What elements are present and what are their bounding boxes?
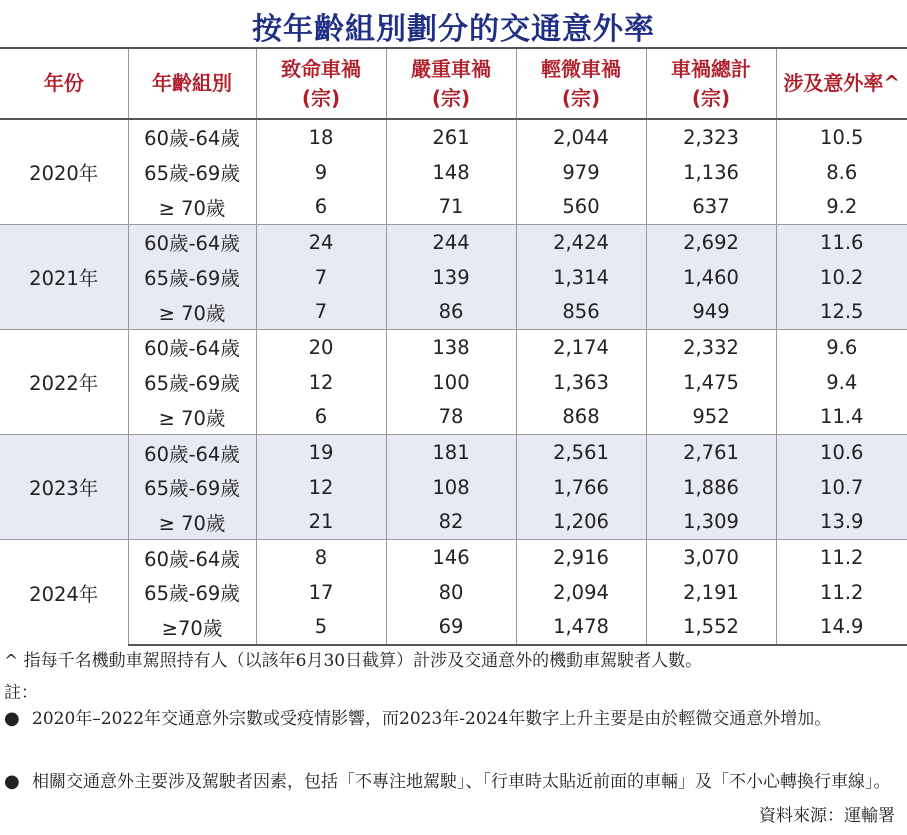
table-row	[0, 189, 907, 224]
slight-cell: 868	[516, 400, 646, 435]
table-row	[0, 119, 907, 155]
table-row	[0, 155, 907, 190]
data-source: 資料來源：運輸署	[759, 806, 895, 826]
total-cell: 637	[646, 189, 776, 224]
serious-cell: 139	[386, 260, 516, 295]
slight-cell: 856	[516, 294, 646, 329]
slight-cell: 1,363	[516, 365, 646, 400]
column-header-unit: (宗)	[431, 85, 471, 110]
rate-cell: 11.6	[776, 225, 907, 260]
year-cell: 2021年	[0, 225, 128, 330]
table-row	[0, 225, 907, 260]
year-cell: 2020年	[0, 119, 128, 225]
slight-cell: 1,206	[516, 505, 646, 540]
fatal-cell: 12	[256, 470, 386, 505]
column-header	[776, 48, 907, 119]
total-cell: 2,191	[646, 575, 776, 610]
fatal-cell: 19	[256, 435, 386, 470]
rate-cell: 10.7	[776, 470, 907, 505]
rate-cell: 8.6	[826, 160, 858, 184]
total-cell: 1,460	[646, 260, 776, 295]
serious-cell: 148	[386, 155, 516, 190]
total-cell: 1,309	[646, 505, 776, 540]
serious-cell: 100	[386, 365, 516, 400]
serious-cell: 78	[386, 400, 516, 435]
slight-cell: 2,044	[516, 119, 646, 155]
column-header	[516, 48, 646, 119]
table-row	[0, 260, 907, 295]
slight-cell: 2,561	[516, 435, 646, 470]
bullet-1-icon: ●	[4, 708, 20, 729]
column-header	[0, 48, 128, 119]
serious-cell: 146	[386, 540, 516, 575]
note-2: 相關交通意外主要涉及駕駛者因素，包括「不專注地駕駛」、「行車時太貼近前面的車輛」及「不小心轉換行車線」。	[32, 772, 891, 792]
total-cell: 2,761	[646, 435, 776, 470]
table-row	[0, 540, 907, 575]
accident-rate-table	[0, 47, 907, 646]
fatal-cell: 20	[256, 330, 386, 365]
table-row	[0, 470, 907, 505]
rate-cell: 12.5	[776, 294, 907, 329]
age-group-cell: 60歲-64歲	[128, 540, 256, 575]
total-cell: 952	[646, 400, 776, 435]
year-cell: 2022年	[0, 330, 128, 435]
year-cell: 2024年	[0, 540, 128, 646]
fatal-cell: 24	[256, 225, 386, 260]
total-cell: 1,136	[646, 155, 776, 190]
age-group-cell: ≥ 70歲	[128, 400, 256, 435]
age-group-cell: 65歲-69歲	[128, 575, 256, 610]
table-body	[0, 119, 907, 645]
serious-cell: 181	[386, 435, 516, 470]
table-row	[0, 294, 907, 329]
footnote: ^ 指每千名機動車駕照持有人（以該年6月30日截算）計涉及交通意外的機動車駕駛者人數。	[4, 651, 703, 671]
serious-cell: 71	[386, 189, 516, 224]
fatal-cell: 18	[256, 119, 386, 155]
header-row	[0, 48, 907, 119]
slight-cell: 979	[516, 155, 646, 190]
table-header	[0, 48, 907, 119]
total-cell: 2,332	[646, 330, 776, 365]
fatal-cell: 9	[256, 155, 386, 190]
age-group-cell: 60歲-64歲	[128, 119, 256, 155]
table-row	[0, 575, 907, 610]
column-header-label: 年份	[43, 71, 84, 95]
age-group-cell: ≥ 70歲	[128, 189, 256, 224]
age-group-cell: ≥ 70歲	[128, 294, 256, 329]
column-header-label: 車禍總計	[671, 56, 751, 81]
table-row	[0, 610, 907, 646]
slight-cell: 2,916	[516, 540, 646, 575]
rate-cell: 9.4	[826, 370, 858, 394]
year-cell: 2023年	[0, 435, 128, 540]
column-header-label: 嚴重車禍	[411, 56, 491, 81]
age-group-cell: 65歲-69歲	[128, 155, 256, 190]
serious-cell: 69	[386, 610, 516, 646]
column-header	[128, 48, 256, 119]
total-cell: 1,475	[646, 365, 776, 400]
column-header-label: 年齡組別	[152, 71, 232, 95]
table-row	[0, 400, 907, 435]
rate-cell: 11.2	[820, 580, 864, 604]
rate-cell: 14.9	[776, 610, 907, 646]
column-header	[256, 48, 386, 119]
notes-label: 註：	[4, 683, 38, 703]
age-group-cell: 60歲-64歲	[128, 435, 256, 470]
slight-cell: 1,478	[516, 610, 646, 646]
serious-cell: 244	[386, 225, 516, 260]
serious-cell: 261	[386, 119, 516, 155]
rate-cell: 13.9	[776, 505, 907, 540]
fatal-cell: 12	[256, 365, 386, 400]
serious-cell: 108	[386, 470, 516, 505]
fatal-cell: 5	[256, 610, 386, 646]
fatal-cell: 7	[256, 260, 386, 295]
table-row	[0, 435, 907, 470]
fatal-cell: 17	[256, 575, 386, 610]
column-header-label: 輕微車禍	[541, 56, 621, 81]
column-header-unit: (宗)	[301, 85, 341, 110]
rate-cell: 11.4	[776, 400, 907, 435]
age-group-cell: 60歲-64歲	[128, 225, 256, 260]
table-row	[0, 330, 907, 365]
serious-cell: 82	[386, 505, 516, 540]
total-cell: 1,886	[646, 470, 776, 505]
age-group-cell: ≥ 70歲	[128, 505, 256, 540]
slight-cell: 2,174	[516, 330, 646, 365]
age-group-cell: 60歲-64歲	[128, 330, 256, 365]
rate-cell: 11.2	[776, 540, 907, 575]
total-cell: 3,070	[646, 540, 776, 575]
fatal-cell: 6	[256, 189, 386, 224]
column-header-label: 致命車禍	[281, 56, 361, 81]
age-group-cell: 65歲-69歲	[128, 470, 256, 505]
column-header-unit: (宗)	[691, 85, 731, 110]
slight-cell: 1,314	[516, 260, 646, 295]
bullet-2-icon: ●	[4, 771, 20, 792]
slight-cell: 2,094	[516, 575, 646, 610]
fatal-cell: 6	[256, 400, 386, 435]
rate-cell: 9.6	[776, 330, 907, 365]
rate-cell: 9.2	[776, 189, 907, 224]
slight-cell: 2,424	[516, 225, 646, 260]
total-cell: 1,552	[646, 610, 776, 646]
rate-cell: 10.5	[776, 119, 907, 155]
table-row	[0, 365, 907, 400]
column-header	[646, 48, 776, 119]
age-group-cell: 65歲-69歲	[128, 365, 256, 400]
total-cell: 2,692	[646, 225, 776, 260]
fatal-cell: 21	[256, 505, 386, 540]
serious-cell: 80	[386, 575, 516, 610]
note-1: 2020年–2022年交通意外宗數或受疫情影響，而2023年-2024年數字上升主要是由於輕微交通意外增加。	[32, 709, 832, 729]
column-header	[386, 48, 516, 119]
serious-cell: 86	[386, 294, 516, 329]
table-row	[0, 505, 907, 540]
rate-cell: 10.2	[776, 260, 907, 295]
age-group-cell: ≥70歲	[128, 610, 256, 646]
slight-cell: 560	[516, 189, 646, 224]
fatal-cell: 8	[256, 540, 386, 575]
column-header-unit: (宗)	[561, 85, 601, 110]
fatal-cell: 7	[256, 294, 386, 329]
age-group-cell: 65歲-69歲	[128, 260, 256, 295]
slight-cell: 1,766	[516, 470, 646, 505]
column-header-label: 涉及意外率^	[783, 71, 901, 95]
rate-cell: 10.6	[776, 435, 907, 470]
total-cell: 949	[646, 294, 776, 329]
chart-title: 按年齡組別劃分的交通意外率	[252, 12, 655, 47]
serious-cell: 138	[386, 330, 516, 365]
total-cell: 2,323	[646, 119, 776, 155]
